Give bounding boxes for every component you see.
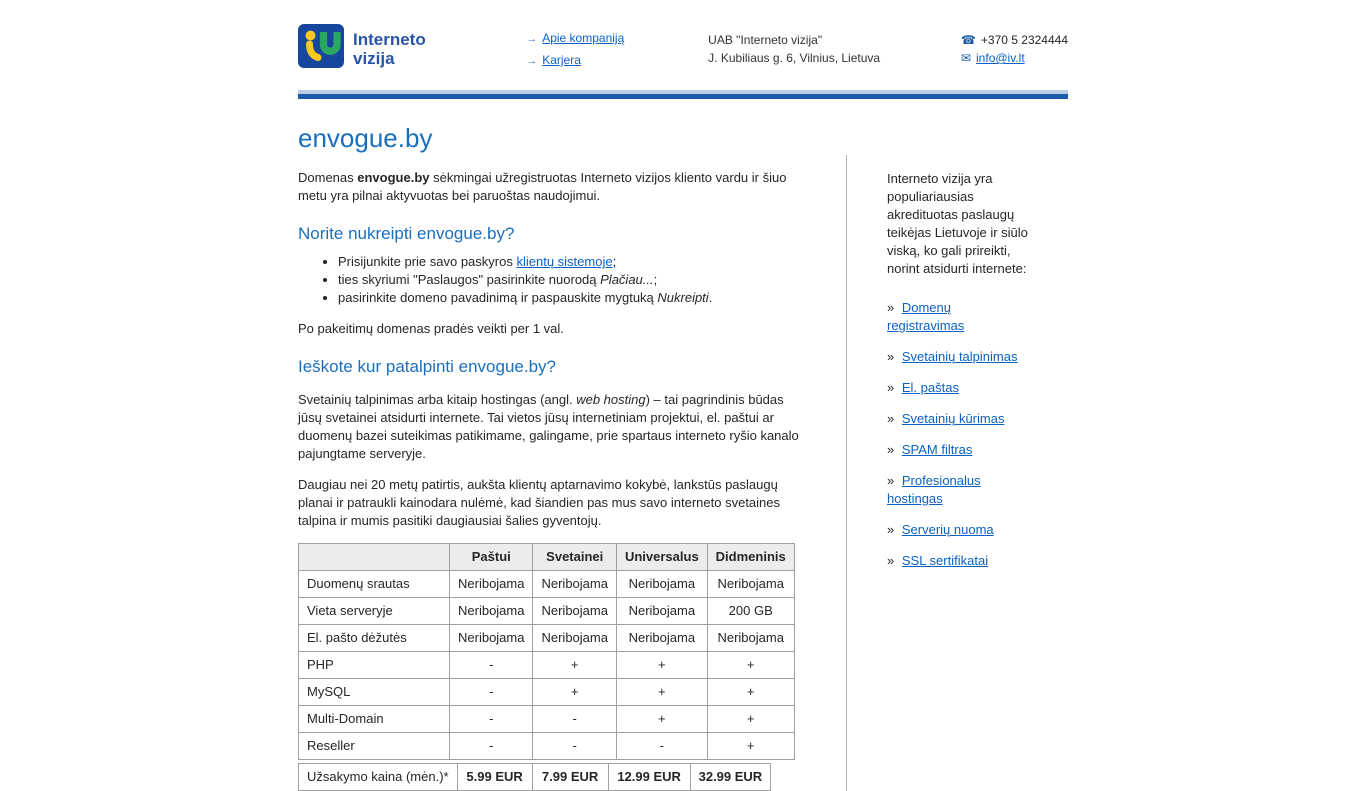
chevron-icon: » — [887, 300, 895, 315]
feature-value: Neribojama — [450, 625, 533, 652]
feature-label: PHP — [299, 652, 450, 679]
feature-value: Neribojama — [616, 625, 707, 652]
sidebar-link[interactable]: SPAM filtras — [901, 442, 973, 457]
logo-text — [344, 24, 426, 68]
p1-pre: Svetainių talpinimas arba kitaip hostingas (angl. — [298, 392, 577, 407]
hosting-paragraph-2: Daugiau nei 20 metų patirtis, aukšta klientų aptarnavimo kokybė, lankstūs paslaugų planai ir patraukli kainodara nulėmė, kad šiandien pas mus savo interneto svetaines talpina ir mumis pasitiki daugiausiai šalies gyventojų. — [298, 477, 781, 528]
p1-italic: web hosting — [576, 392, 646, 407]
instruction-item: • ties skyriumi "Paslaugos" pasirinkite nuorodą Plačiau...; — [338, 271, 788, 289]
feature-value: + — [533, 679, 616, 706]
table-header-cell: Universalus — [616, 544, 707, 571]
chevron-icon: » — [887, 473, 895, 488]
instruction-item: • pasirinkite domeno pavadinimą ir paspauskite mygtuką Nukreipti. — [338, 289, 788, 307]
chevron-icon: » — [887, 411, 895, 426]
sidebar-link-item — [887, 472, 1028, 508]
sidebar-link-item — [887, 348, 1028, 366]
career-link[interactable]: Karjera — [542, 53, 581, 67]
hosting-paragraph-1 — [298, 391, 800, 463]
feature-value: + — [707, 652, 794, 679]
feature-value: Neribojama — [616, 571, 707, 598]
instruction-item: • Prisijunkite prie savo paskyros klientų sistemoje; — [338, 253, 788, 271]
feature-value: - — [616, 733, 707, 760]
ui-label-italic: Nukreipti — [657, 290, 709, 305]
intro-paragraph — [298, 169, 800, 205]
feature-value: - — [533, 706, 616, 733]
feature-label: MySQL — [299, 679, 450, 706]
feature-label: Reseller — [299, 733, 450, 760]
sidebar-link-item — [887, 521, 1028, 539]
chevron-icon: » — [887, 349, 895, 364]
feature-value: + — [707, 679, 794, 706]
phone-icon: ☎ — [960, 33, 976, 47]
table-row — [299, 706, 795, 733]
activation-note: Po pakeitimų domenas pradės veikti per 1 val. — [298, 321, 564, 336]
sidebar-link[interactable]: SSL sertifikatai — [901, 553, 989, 568]
feature-label: Duomenų srautas — [299, 571, 450, 598]
feature-value: Neribojama — [707, 625, 794, 652]
header-divider-bar — [298, 90, 1068, 99]
sidebar-link[interactable]: Svetainių kūrimas — [901, 411, 1005, 426]
feature-value: Neribojama — [707, 571, 794, 598]
header-nav — [526, 24, 708, 68]
email-row — [961, 49, 1068, 67]
sidebar-link-item — [887, 410, 1028, 428]
sidebar-link[interactable]: El. paštas — [901, 380, 959, 395]
feature-value: - — [450, 706, 533, 733]
feature-value: - — [533, 733, 616, 760]
email-link[interactable]: info@iv.lt — [976, 51, 1025, 65]
table-header-cell — [299, 544, 450, 571]
arrow-icon: → — [526, 33, 538, 45]
table-header-cell: Paštui — [450, 544, 533, 571]
table-row — [299, 571, 795, 598]
price-label: Užsakymo kaina (mėn.)* — [299, 764, 458, 791]
page-title: envogue.by — [298, 123, 433, 153]
main-column — [298, 99, 846, 791]
sidebar-intro: Interneto vizija yra populiariausias akredituotas paslaugų teikėjas Lietuvoje ir siūlo viską, ko gali prireikti, norint atsidurti internete: — [887, 171, 1028, 276]
arrow-icon: → — [526, 55, 538, 67]
feature-value: Neribojama — [450, 571, 533, 598]
company-info — [708, 24, 961, 68]
logo-line1: Interneto — [353, 30, 426, 49]
domain-name-bold: envogue.by — [357, 170, 430, 185]
feature-value: Neribojama — [533, 571, 616, 598]
price-value: 5.99 EUR — [457, 764, 532, 791]
price-value: 32.99 EUR — [690, 764, 771, 791]
feature-value: + — [616, 706, 707, 733]
chevron-icon: » — [887, 522, 895, 537]
feature-label: El. pašto dėžutės — [299, 625, 450, 652]
table-row — [299, 625, 795, 652]
feature-label: Multi-Domain — [299, 706, 450, 733]
intro-prefix: Domenas — [298, 170, 358, 185]
feature-value: + — [533, 652, 616, 679]
feature-value: Neribojama — [450, 598, 533, 625]
logo[interactable] — [298, 24, 526, 68]
price-value: 12.99 EUR — [608, 764, 690, 791]
page-container — [298, 0, 1068, 791]
phone-row — [961, 31, 1068, 49]
sidebar-links — [887, 299, 1028, 570]
content-area — [298, 99, 1068, 791]
feature-value: - — [450, 733, 533, 760]
feature-value: Neribojama — [533, 598, 616, 625]
instruction-list — [298, 253, 788, 307]
sidebar-link-item — [887, 299, 1028, 335]
nav-item-career — [526, 53, 708, 69]
email-icon: ✉ — [960, 51, 972, 65]
p1-post: ) – tai pagrindinis būdas jūsų svetainei atsidurti internete. Tai vietos jūsų internetiniam projektui, el. paštui ar duomenų bazei suteikimas patikimame, galingame, prie spartaus interneto ryšio kanalo pajungtame serveryje. — [298, 392, 799, 461]
phone-number: +370 5 2324444 — [980, 33, 1068, 47]
sidebar-link-item — [887, 379, 1028, 397]
hosting-plans-table — [298, 543, 795, 760]
feature-value: Neribojama — [533, 625, 616, 652]
sidebar-link[interactable]: Serverių nuoma — [901, 522, 994, 537]
feature-value: - — [450, 652, 533, 679]
sidebar-link[interactable]: Profesionalus hostingas — [887, 473, 981, 506]
chevron-icon: » — [887, 442, 895, 457]
price-value: 7.99 EUR — [532, 764, 608, 791]
table-header-row — [299, 544, 795, 571]
feature-value: + — [707, 733, 794, 760]
company-address: J. Kubiliaus g. 6, Vilnius, Lietuva — [708, 51, 881, 65]
sidebar-link-item — [887, 552, 1028, 570]
contact-info — [961, 24, 1068, 68]
client-system-link[interactable]: klientų sistemoje — [516, 254, 613, 269]
redirect-heading: Norite nukreipti envogue.by? — [298, 224, 515, 243]
logo-line2: vizija — [353, 49, 395, 68]
feature-value: - — [450, 679, 533, 706]
feature-value: + — [707, 706, 794, 733]
hosting-price-table — [298, 763, 771, 791]
table-row — [299, 679, 795, 706]
sidebar-link-item — [887, 441, 1028, 459]
feature-value: + — [616, 652, 707, 679]
company-name: UAB "Interneto vizija" — [708, 33, 823, 47]
feature-value: Neribojama — [616, 598, 707, 625]
about-link[interactable]: Apie kompaniją — [542, 31, 625, 45]
feature-value: + — [616, 679, 707, 706]
logo-icon — [298, 24, 344, 68]
nav-item-about — [526, 31, 708, 47]
sidebar-link[interactable]: Domenų registravimas — [887, 300, 965, 333]
table-header-cell: Didmeninis — [707, 544, 794, 571]
feature-value: 200 GB — [707, 598, 794, 625]
table-row — [299, 598, 795, 625]
hosting-heading: Ieškote kur patalpinti envogue.by? — [298, 357, 557, 376]
sidebar-link[interactable]: Svetainių talpinimas — [901, 349, 1018, 364]
site-header — [298, 0, 1068, 68]
sidebar — [847, 99, 1028, 791]
table-row — [299, 733, 795, 760]
ui-label-italic: Plačiau... — [600, 272, 654, 287]
table-row — [299, 652, 795, 679]
intro-suffix: sėkmingai užregistruotas Interneto vizijos kliento vardu ir šiuo metu yra pilnai aktyvuotas bei paruoštas naudojimui. — [298, 170, 787, 203]
table-header-cell: Svetainei — [533, 544, 616, 571]
chevron-icon: » — [887, 553, 895, 568]
chevron-icon: » — [887, 380, 895, 395]
feature-label: Vieta serveryje — [299, 598, 450, 625]
